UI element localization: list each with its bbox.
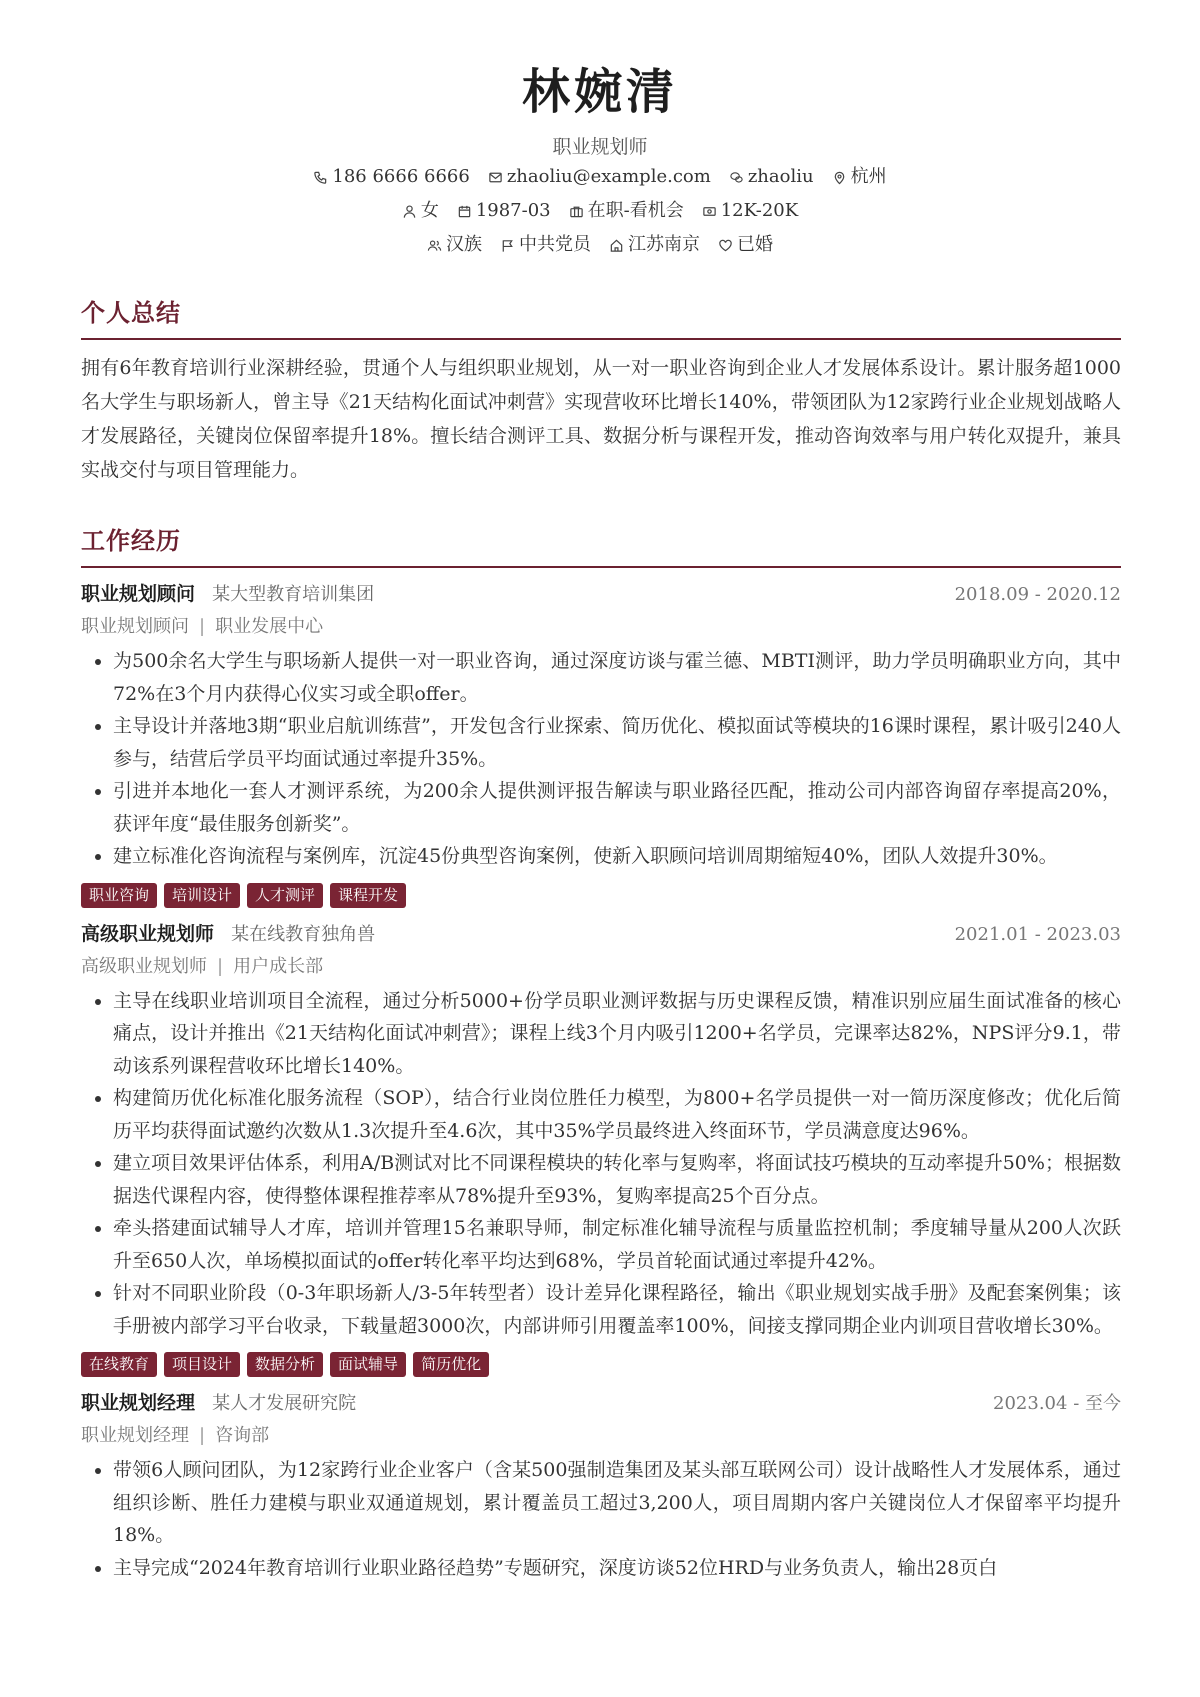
contact-row-1 [0,160,1200,194]
job-dept: 职业发展中心 [215,616,324,637]
birth-text: 1987-03 [475,200,551,221]
phone-item [313,160,469,194]
skill-tags [81,883,1121,908]
calendar-icon [457,204,472,219]
skill-tag: 培训设计 [164,883,240,908]
bullet-item: • 主导设计并落地3期“职业启航训练营”，开发包含行业探索、简历优化、模拟面试等模块的16课时课程，累计吸引240人参与，结营后学员平均面试通过率提升35%。 [113,710,1121,775]
hometown-item [609,228,700,262]
skill-tag: 课程开发 [330,883,406,908]
home-icon [609,238,624,253]
bullet-item: • 引进并本地化一套人才测评系统，为200余人提供测评报告解读与职业路径匹配，推动公司内部咨询留存率提高20%，获评年度“最佳服务创新奖”。 [113,775,1121,840]
resume-header [0,0,1200,262]
wechat-text: zhaoliu [747,166,814,187]
bullet-item: • 主导完成“2024年教育培训行业职业路径趋势”专题研究，深度访谈52位HRD与业务负责人，输出28页白 [113,1552,1121,1585]
job-entry [81,578,1121,908]
bullet-item: • 针对不同职业阶段（0-3年职场新人/3-5年转型者）设计差异化课程路径，输出《职业规划实战手册》及配套案例集；该手册被内部学习平台收录，下载量超3000次，内部讲师引用覆盖率100%，间接支撑同期企业内训项目营收增长30%。 [113,1277,1121,1342]
job-header [81,578,1121,611]
candidate-role: 职业规划师 [552,136,648,158]
skill-tag: 项目设计 [164,1352,240,1377]
summary-text: 拥有6年教育培训行业深耕经验，贯通个人与组织职业规划，从一对一职业咨询到企业人才发展体系设计。累计服务超1000名大学生与职场新人，曾主导《21天结构化面试冲刺营》实现营收环比增长140%，带领团队为12家跨行业企业规划战略人才发展路径，关键岗位保留率提升18%。擅长结合测评工具、数据分析与课程开发，推动咨询效率与用户转化双提升，兼具实战交付与项目管理能力。 [81,357,1121,481]
divider: | [199,1425,206,1446]
job-position: 职业规划顾问 [81,616,189,637]
experience-section [81,524,1121,1584]
job-bullets [81,645,1121,873]
email-item [488,160,711,194]
political-item [500,228,591,262]
job-company: 某大型教育培训集团 [212,584,375,605]
location-item [832,160,887,194]
divider: | [199,616,206,637]
bullet-item: • 建立项目效果评估体系，利用A/B测试对比不同课程模块的转化率与复购率，将面试技巧模块的互动率提升50%；根据数据迭代课程内容，使得整体课程推荐率从78%提升至93%，复购率提高25个百分点。 [113,1147,1121,1212]
political-text: 中共党员 [519,234,591,255]
wechat-icon [729,170,744,185]
job-company: 某人才发展研究院 [212,1393,357,1414]
skill-tag: 数据分析 [247,1352,323,1377]
ethnicity-text: 汉族 [446,234,482,255]
marital-item [718,228,773,262]
bullet-item: • 牵头搭建面试辅导人才库，培训并管理15名兼职导师，制定标准化辅导流程与质量监控机制；季度辅导量从200人次跃升至650人次，单场模拟面试的offer转化率平均达到68%，学员首轮面试通过率提升42%。 [113,1212,1121,1277]
heart-icon [718,238,733,253]
job-subline [81,611,1121,643]
job-bullets [81,985,1121,1343]
person-icon [402,204,417,219]
skill-tag: 在线教育 [81,1352,157,1377]
contact-row-2 [0,194,1200,228]
birth-item [457,194,551,228]
skill-tag: 人才测评 [247,883,323,908]
job-date: 2018.09 - 2020.12 [954,584,1121,605]
job-title: 职业规划顾问 [81,583,196,605]
wechat-item [729,160,814,194]
bullet-item: • 带领6人顾问团队，为12家跨行业企业客户（含某500强制造集团及某头部互联网公司）设计战略性人才发展体系，通过组织诊断、胜任力建模与职业双通道规划，累计覆盖员工超过3,200人，项目周期内客户关键岗位人才保留率平均提升18%。 [113,1454,1121,1552]
salary-item [702,194,798,228]
job-position: 高级职业规划师 [81,955,207,977]
status-item [569,194,684,228]
location-text: 杭州 [850,166,887,187]
job-dept: 用户成长部 [233,955,324,977]
job-entry [81,1387,1121,1584]
money-icon [702,204,717,219]
location-icon [832,170,847,185]
job-subline [81,1420,1121,1452]
briefcase-icon [569,204,584,219]
gender-text: 女 [420,200,439,221]
job-company: 某在线教育独角兽 [231,923,376,945]
phone-text: 186 6666 6666 [332,166,470,187]
job-subline [81,951,1121,983]
salary-text: 12K-20K [720,200,799,221]
job-title: 高级职业规划师 [81,922,215,945]
email-text: zhaoliu@example.com [506,166,711,187]
skill-tag: 职业咨询 [81,883,157,908]
skill-tag: 面试辅导 [330,1352,406,1377]
experience-heading: 工作经历 [81,524,1121,568]
job-dept: 咨询部 [215,1425,270,1446]
contact-row-3 [0,228,1200,262]
bullet-item: • 建立标准化咨询流程与案例库，沉淀45份典型咨询案例，使新入职顾问培训周期缩短40%，团队人效提升30%。 [113,840,1121,873]
skill-tag: 简历优化 [413,1352,489,1377]
bullet-item: • 构建简历优化标准化服务流程（SOP），结合行业岗位胜任力模型，为800+名学员提供一对一简历深度修改；优化后简历平均获得面试邀约次数从1.3次提升至4.6次，其中35%学员最终进入终面环节，学员满意度达96%。 [113,1082,1121,1147]
job-header [81,1387,1121,1420]
divider: | [217,955,224,977]
job-header [81,918,1121,951]
candidate-name: 林婉清 [521,64,678,120]
ethnicity-item [427,228,482,262]
phone-icon [313,170,328,185]
group-icon [427,238,442,253]
marital-text: 已婚 [737,234,773,255]
gender-item [402,194,439,228]
job-bullets [81,1454,1121,1584]
bullet-item: • 为500余名大学生与职场新人提供一对一职业咨询，通过深度访谈与霍兰德、MBTI测评，助力学员明确职业方向，其中72%在3个月内获得心仪实习或全职offer。 [113,645,1121,710]
summary-heading: 个人总结 [81,296,1121,340]
hometown-text: 江苏南京 [628,234,700,255]
bullet-item: • 主导在线职业培训项目全流程，通过分析5000+份学员职业测评数据与历史课程反馈，精准识别应届生面试准备的核心痛点，设计并推出《21天结构化面试冲刺营》；课程上线3个月内吸引1200+名学员，完课率达82%，NPS评分9.1，带动该系列课程营收环比增长140%。 [113,985,1121,1083]
skill-tags [81,1352,1121,1377]
job-entry [81,918,1121,1378]
status-text: 在职-看机会 [587,200,684,221]
job-date: 2023.04 - 至今 [993,1393,1121,1414]
job-title: 职业规划经理 [81,1392,196,1414]
summary-section [81,296,1121,487]
mail-icon [488,170,503,185]
job-date: 2021.01 - 2023.03 [954,923,1121,945]
flag-icon [500,238,515,253]
job-position: 职业规划经理 [81,1425,189,1446]
